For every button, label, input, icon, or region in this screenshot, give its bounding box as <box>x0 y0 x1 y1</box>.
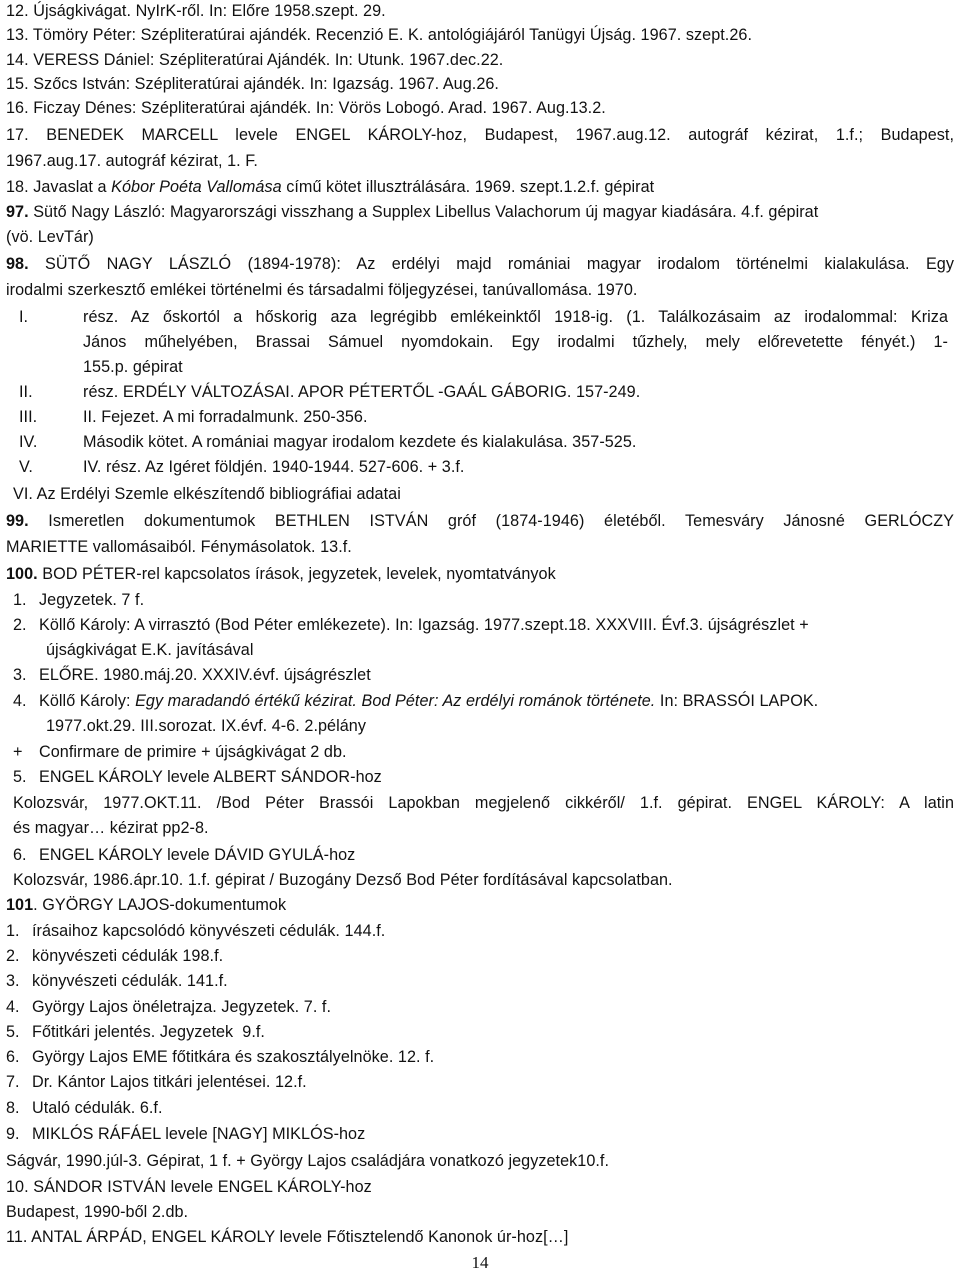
item-100-e5-detail-2: és magyar… kézirat pp2-8. <box>13 819 209 837</box>
list-number: 2. <box>6 947 20 965</box>
part-text: rész. Az őskortól a hőskorig aza legrégibb emlékeinktől 1918-ig. (1. Találkozásaim az irodalommal: Kriza <box>83 308 948 326</box>
list-number: 3. <box>13 666 27 684</box>
list-text: Jegyzetek. 7 f. <box>39 591 145 609</box>
item-100-number: 100. <box>6 565 38 583</box>
list-text: In: BRASSÓI LAPOK. <box>655 692 819 710</box>
list-item <box>6 1071 954 1093</box>
list-number: 2. <box>13 616 27 634</box>
list-text: könyvészeti cédulák. 141.f. <box>32 972 228 990</box>
item-100-title <box>6 563 954 585</box>
item-101-text: . GYÖRGY LAJOS-dokumentumok <box>33 896 287 914</box>
entry-18-prefix: 18. Javaslat a <box>6 178 112 196</box>
list-text: Köllő Károly: A virrasztó (Bod Péter emlékezete). In: Igazság. 1977.szept.18. XXXVIII. Évf.3. újságrészlet + <box>39 616 809 634</box>
list-item <box>13 614 954 636</box>
list-number: 8. <box>6 1099 20 1117</box>
list-number: 4. <box>6 998 20 1016</box>
list-text: Főtitkári jelentés. Jegyzetek 9.f. <box>32 1023 265 1041</box>
item-101-e11: 11. ANTAL ÁRPÁD, ENGEL KÁROLY levele Főtisztelendő Kanonok úr-hoz[…] <box>6 1228 569 1246</box>
part-text: János műhelyében, Brassai Sámuel nyomdokain. Egy irodalmi tűzhely, mely előrevetette fényét.) 1- <box>83 333 948 351</box>
item-98-part-6: VI. Az Erdélyi Szemle elkészítendő bibliográfiai adatai <box>13 485 401 503</box>
list-number: 3. <box>6 972 20 990</box>
part-text: II. Fejezet. A mi forradalmunk. 250-356. <box>83 408 368 426</box>
list-text: könyvészeti cédulák 198.f. <box>32 947 224 965</box>
list-text: Köllő Károly: <box>39 692 136 710</box>
list-text: György Lajos EME főtitkára és szakosztályelnöke. 12. f. <box>32 1048 435 1066</box>
entry-13: 13. Tömöry Péter: Szépliteratúrai ajándék. Recenzió E. K. antológiájáról Tanügyi Újság. 1967. szept.26. <box>6 26 753 44</box>
item-97-line-2: (vö. LevTár) <box>6 228 94 246</box>
list-text: MIKLÓS RÁFÁEL levele [NAGY] MIKLÓS-hoz <box>32 1125 366 1143</box>
list-text: ENGEL KÁROLY levele DÁVID GYULÁ-hoz <box>39 846 356 864</box>
item-101-e10-detail: Budapest, 1990-ből 2.db. <box>6 1203 189 1221</box>
list-item <box>13 844 954 866</box>
list-item <box>13 664 954 686</box>
list-item <box>6 945 954 967</box>
entry-15: 15. Szőcs István: Szépliteratúrai ajándék. In: Igazság. 1967. Aug.26. <box>6 75 499 93</box>
part-text: Második kötet. A romániai magyar irodalom kezdete és kialakulása. 357-525. <box>83 433 637 451</box>
entry-17-line-2: 1967.aug.17. autográf kézirat, 1. F. <box>6 152 258 170</box>
list-item <box>6 1046 954 1068</box>
item-99-line-2: MARIETTE vallomásaiból. Fénymásolatok. 13.f. <box>6 538 352 556</box>
part-text: 155.p. gépirat <box>83 358 183 376</box>
item-99-text: Ismeretlen dokumentumok BETHLEN ISTVÁN gróf (1874-1946) életéből. Temesváry Jánosné GERLÓCZY <box>28 512 954 530</box>
list-number: 5. <box>6 1023 20 1041</box>
list-text: Confirmare de primire + újságkivágat 2 db. <box>39 743 347 761</box>
entry-12: 12. Újságkivágat. NyIrK-ről. In: Előre 1958.szept. 29. <box>6 2 386 20</box>
item-99-number: 99. <box>6 512 29 530</box>
list-item <box>13 589 954 611</box>
list-item <box>6 1097 954 1119</box>
item-100-text: BOD PÉTER-rel kapcsolatos írások, jegyzetek, levelek, nyomtatványok <box>37 565 556 583</box>
list-item <box>13 741 954 763</box>
roman-numeral: II. <box>19 383 33 401</box>
item-100-e5-detail-1: Kolozsvár, 1977.OKT.11. /Bod Péter Brassói Lapokban megjelenő cikkéről/ 1.f. gépirat. ENGEL KÁROLY: A latin <box>13 794 954 812</box>
roman-numeral: V. <box>19 458 33 476</box>
list-item <box>6 920 954 942</box>
item-97-text: Sütő Nagy László: Magyarországi visszhang a Supplex Libellus Valachorum új magyar kiadására. 4.f. gépirat <box>28 203 819 221</box>
list-number: 6. <box>13 846 27 864</box>
item-97-number: 97. <box>6 203 29 221</box>
entry-16: 16. Ficzay Dénes: Szépliteratúrai ajándék. In: Vörös Lobogó. Arad. 1967. Aug.13.2. <box>6 99 606 117</box>
item-98-number: 98. <box>6 255 29 273</box>
list-number: 9. <box>6 1125 20 1143</box>
part-text: rész. ERDÉLY VÁLTOZÁSAI. APOR PÉTERTŐL -GAÁL GÁBORIG. 157-249. <box>83 383 641 401</box>
item-98-line-1 <box>6 253 954 275</box>
list-text: György Lajos önéletrajza. Jegyzetek. 7. f. <box>32 998 332 1016</box>
entry-14: 14. VERESS Dániel: Szépliteratúrai Ajándék. In: Utunk. 1967.dec.22. <box>6 51 504 69</box>
list-item-continuation: 1977.okt.29. III.sorozat. IX.évf. 4-6. 2.pélány <box>46 717 366 735</box>
list-item <box>6 1123 954 1145</box>
list-number: 5. <box>13 768 27 786</box>
article-title: Egy maradandó értékű kézirat. Bod Péter: Az erdélyi románok története. <box>135 692 656 710</box>
item-101-e9-detail: Ságvár, 1990.júl-3. Gépirat, 1 f. + György Lajos családjára vonatkozó jegyzetek10.f. <box>6 1152 610 1170</box>
roman-numeral: IV. <box>19 433 38 451</box>
item-98-line-2: irodalmi szerkesztő emlékei történelmi és társadalmi följegyzései, tanúvallomása. 1970. <box>6 281 638 299</box>
list-item <box>13 766 954 788</box>
list-item <box>6 1021 954 1043</box>
list-item <box>6 970 954 992</box>
list-item <box>13 690 954 712</box>
entry-17-line-1: 17. BENEDEK MARCELL levele ENGEL KÁROLY-hoz, Budapest, 1967.aug.12. autográf kézirat, 1.f.; Budapest, <box>6 126 954 144</box>
roman-numeral: III. <box>19 408 38 426</box>
item-101-e10: 10. SÁNDOR ISTVÁN levele ENGEL KÁROLY-hoz <box>6 1178 372 1196</box>
entry-18-suffix: című kötet illusztrálására. 1969. szept.1.2.f. gépirat <box>281 178 655 196</box>
entry-18 <box>6 176 954 198</box>
list-text: ENGEL KÁROLY levele ALBERT SÁNDOR-hoz <box>39 768 382 786</box>
list-number: 7. <box>6 1073 20 1091</box>
list-number: + <box>13 743 23 761</box>
list-text: Dr. Kántor Lajos titkári jelentései. 12.f. <box>32 1073 307 1091</box>
item-101-title <box>6 894 954 916</box>
list-text: Utaló cédulák. 6.f. <box>32 1099 163 1117</box>
list-item <box>6 996 954 1018</box>
part-text: IV. rész. Az Igéret földjén. 1940-1944. 527-606. + 3.f. <box>83 458 465 476</box>
list-text: írásaihoz kapcsolódó könyvészeti cédulák. 144.f. <box>32 922 386 940</box>
item-101-number: 101 <box>6 896 34 914</box>
list-number: 4. <box>13 692 27 710</box>
list-text: ELŐRE. 1980.máj.20. XXXIV.évf. újságrészlet <box>39 666 371 684</box>
list-number: 6. <box>6 1048 20 1066</box>
roman-numeral: I. <box>19 308 29 326</box>
page-number: 14 <box>471 1253 489 1272</box>
list-item-continuation: újságkivágat E.K. javításával <box>46 641 254 659</box>
item-100-e6-detail: Kolozsvár, 1986.ápr.10. 1.f. gépirat / Buzogány Dezső Bod Péter fordításával kapcsolatban. <box>13 871 673 889</box>
item-99-line-1 <box>6 510 954 532</box>
list-number: 1. <box>13 591 27 609</box>
list-number: 1. <box>6 922 20 940</box>
entry-18-book-title: Kóbor Poéta Vallomása <box>111 178 282 196</box>
item-98-text: SÜTŐ NAGY LÁSZLÓ (1894-1978): Az erdélyi majd romániai magyar irodalom történelmi kialakulása. Egy <box>28 255 954 273</box>
item-97-line-1 <box>6 201 954 223</box>
